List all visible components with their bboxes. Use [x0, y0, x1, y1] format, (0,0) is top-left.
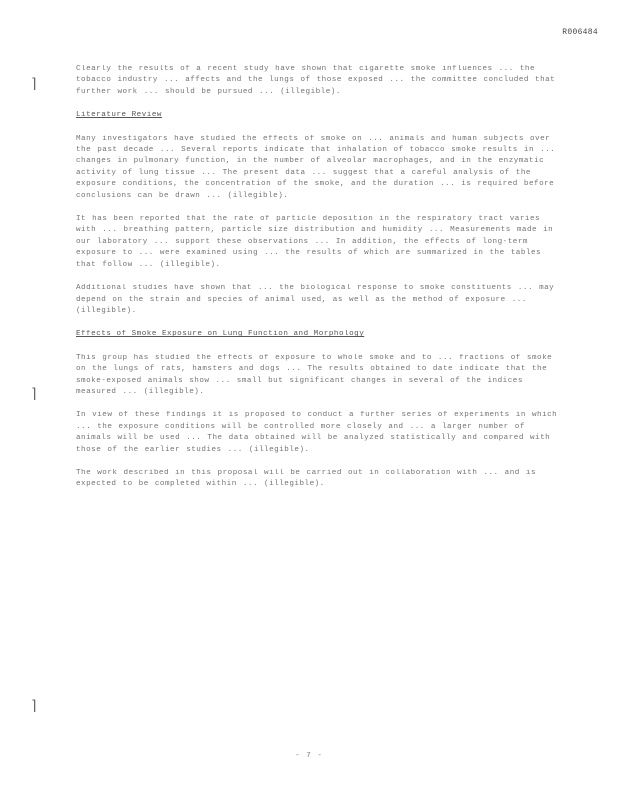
margin-bracket-mark: ⌉	[30, 387, 39, 403]
paragraph: It has been reported that the rate of particle deposition in the respiratory tract varies with ... breathing pattern, particle size distribution and humidity ... Measurements made in our laboratory ... support these observations ... In addition, the effects of long-term exposure to ... were examined using ... the results of which are summarized in the tables that follow ... (illegible).	[76, 215, 554, 269]
section-heading-text: Effects of Smoke Exposure on Lung Function and Morphology	[76, 330, 365, 339]
paragraph: The work described in this proposal will be carried out in collaboration with ... and is expected to be completed within ... (illegible).	[76, 468, 537, 489]
paragraph: Clearly the results of a recent study have shown that cigarette smoke influences ... the tobacco industry ... affects and the lungs of those exposed ... the committee concluded that further work ... should be pursued ... (illegible).	[76, 65, 556, 96]
margin-bracket-mark: ⌉	[30, 699, 39, 715]
page-number: - 7 -	[295, 752, 323, 760]
section-heading	[76, 329, 560, 340]
paragraph: In view of these findings it is proposed to conduct a further series of experiments in which ... the exposure conditions will be controlled more closely and ... a larger number of animals will be used ... The data obtained will be analyzed statistically and compared with those of the earlier studies ... (illegible).	[76, 411, 558, 454]
paragraph: Additional studies have shown that ... the biological response to smoke constituents ... may depend on the strain and species of animal used, as well as the method of exposure ... (illegible).	[76, 284, 555, 315]
section-heading-text: Literature Review	[76, 111, 162, 120]
paragraph: This group has studied the effects of exposure to whole smoke and to ... fractions of smoke on the lungs of rats, hamsters and dogs ... The results obtained to date indicate that the smoke-exposed animals show ... small but significant changes in several of the indices measured ... (illegible).	[76, 353, 553, 396]
document-id: R006484	[562, 28, 598, 37]
margin-bracket-mark: ⌉	[30, 77, 39, 93]
section-heading	[76, 110, 560, 121]
document-body	[76, 64, 560, 503]
paragraph: Many investigators have studied the effects of smoke on ... animals and human subjects over the past decade ... Several reports indicate that inhalation of tobacco smoke results in ... changes in pulmonary function, in the number of alveolar macrophages, and in the enzymatic activity of lung tissue ... The present data ... suggest that a careful analysis of the exposure conditions, the concentration of the smoke, and the duration ... is required before conclusions can be drawn ... (illegible).	[76, 134, 556, 200]
